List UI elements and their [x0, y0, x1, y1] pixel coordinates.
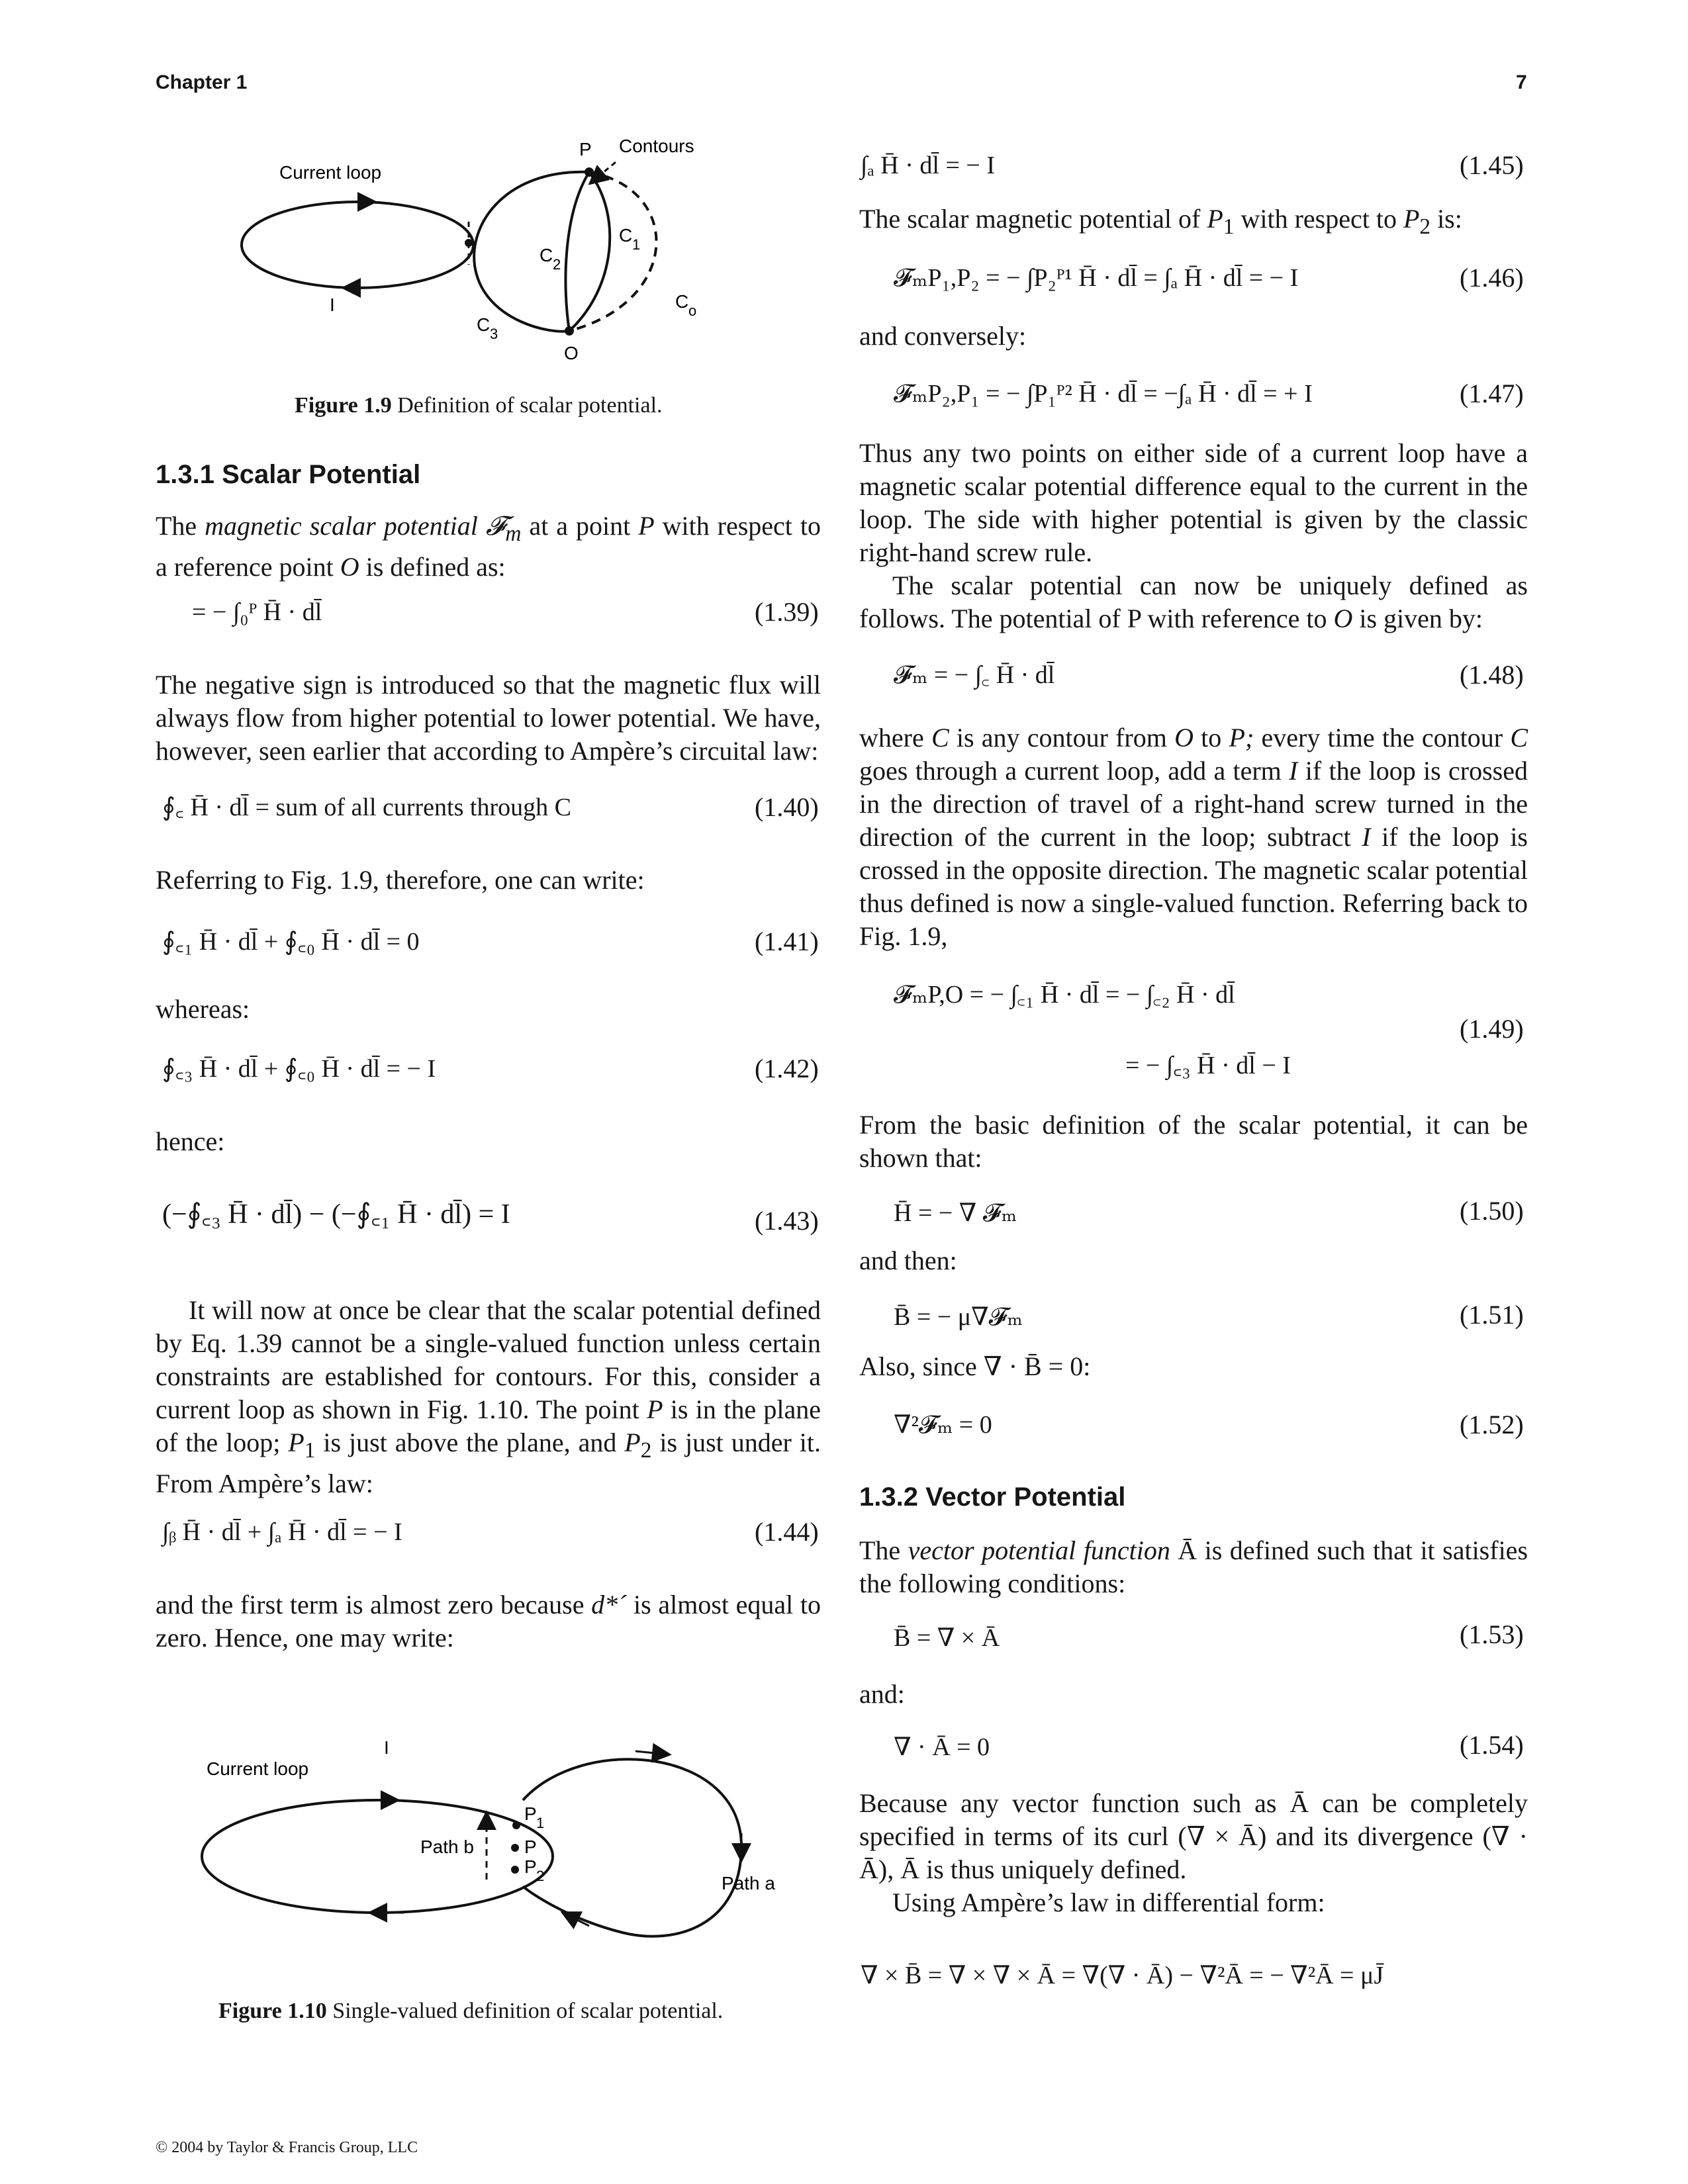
right-para-12: Using Ampère’s law in differential form:	[892, 1888, 1325, 1917]
contour-c1	[569, 172, 610, 331]
equation-1-46: 𝓕ₘP₁,P₂ = − ∫P₂ᴾ¹ H̄ · dl̄ = ∫ₐ H̄ · dl̄ = − I	[894, 264, 1299, 292]
equation-1-47: 𝓕ₘP₂,P₁ = − ∫P₁ᴾ² H̄ · dl̄ = −∫ₐ H̄ · dl̄ = + I	[894, 380, 1313, 408]
left-para-7: and the first term is almost zero because d*´ is almost equal to zero. Hence, one may write:	[156, 1590, 821, 1653]
svg-text:C: C	[675, 291, 689, 312]
right-para-7: and then:	[859, 1246, 957, 1275]
svg-text:P: P	[524, 1856, 537, 1877]
equation-1-52: ∇²𝓕ₘ = 0	[894, 1411, 992, 1439]
current-loop-ellipse	[242, 202, 473, 288]
equation-number-1-50: (1.50)	[1460, 1196, 1524, 1226]
svg-text:P: P	[524, 1837, 537, 1857]
svg-text:3: 3	[490, 326, 498, 342]
fig9-label-O: O	[564, 343, 579, 363]
equation-1-42: ∮꜀₃ H̄ · dl̄ + ∮꜀₀ H̄ · dl̄ = − I	[162, 1055, 436, 1083]
fig10-path-a	[523, 1759, 741, 1936]
fig10-label-current-loop: Current loop	[207, 1758, 309, 1779]
equation-1-41: ∮꜀₁ H̄ · dl̄ + ∮꜀₀ H̄ · dl̄ = 0	[162, 928, 420, 956]
svg-text:C: C	[619, 225, 633, 246]
right-para-8: Also, since ∇ · B̄ = 0:	[859, 1351, 1091, 1381]
right-para-1: The scalar magnetic potential of $P_1$ with respect to $P_2$ is:	[859, 204, 1462, 239]
section-heading-1-3-1: 1.3.1 Scalar Potential	[156, 460, 421, 489]
equation-number-1-42: (1.42)	[755, 1054, 819, 1083]
right-para-5: where C is any contour from O to P; every time the contour C goes through a current loop, add a term I if the loop is crossed in the direction of travel of a right-hand screw turned in the direction of the current in the loop; subtract I if the loop is crossed in the opposite direction. The magnetic scalar potential thus defined is now a single-valued function. Referring back to Fig. 1.9,	[859, 723, 1528, 951]
fig10-label-I: I	[384, 1737, 389, 1758]
equation-1-43: (−∮꜀₃ H̄ · dl̄) − (−∮꜀₁ H̄ · dl̄) = I	[162, 1199, 510, 1230]
equation-1-40: ∮꜀ H̄ · dl̄ = sum of all currents through C	[162, 794, 571, 821]
fig9-label-contours: Contours	[619, 136, 694, 156]
equation-number-1-49: (1.49)	[1460, 1014, 1524, 1044]
equation-1-45: ∫ₐ H̄ · dl̄ = − I	[861, 152, 995, 179]
equation-number-1-51: (1.51)	[1460, 1300, 1524, 1330]
figure-1-10-caption: Figure 1.10 Single-valued definition of scalar potential.	[218, 1999, 724, 2023]
contour-c2	[565, 172, 589, 331]
right-para-11: Because any vector function such as Ā can be completely specified in terms of its curl (∇ × Ā) and its divergence (∇ · Ā), Ā is thus uniquely defined.	[859, 1788, 1528, 1884]
equation-number-1-41: (1.41)	[755, 927, 819, 956]
contour-c0	[569, 172, 657, 331]
equation-number-1-54: (1.54)	[1460, 1730, 1524, 1760]
svg-text:1: 1	[536, 1815, 545, 1831]
svg-text:o: o	[688, 302, 697, 319]
page-number: 7	[1516, 71, 1527, 93]
equation-number-1-46: (1.46)	[1460, 263, 1524, 293]
left-para-4: whereas:	[156, 994, 250, 1024]
equation-1-50: H̄ = − ∇ 𝓕ₘ	[894, 1199, 1017, 1227]
equation-1-54: ∇ · Ā = 0	[894, 1733, 990, 1761]
right-para-3: Thus any two points on either side of a current loop have a magnetic scalar potential difference equal to the current in the loop. The side with higher potential is given by the classic right-hand screw rule.	[859, 438, 1528, 567]
running-header-chapter: Chapter 1	[156, 71, 248, 93]
figure-1-10-drawing	[199, 1734, 794, 1946]
equation-number-1-39: (1.39)	[755, 597, 819, 627]
figure-1-10	[199, 1734, 794, 1946]
section-heading-1-3-2: 1.3.2 Vector Potential	[859, 1482, 1126, 1512]
figure-1-9-caption: Figure 1.9 Definition of scalar potential.	[295, 393, 663, 418]
equation-1-55: ∇ × B̄ = ∇ × ∇ × Ā = ∇(∇ · Ā) − ∇²Ā = − ∇²Ā = μJ̄	[861, 1962, 1384, 1989]
fig10-label-path-b: Path b	[420, 1837, 474, 1857]
svg-text:P: P	[524, 1803, 537, 1824]
left-para-5: hence:	[156, 1126, 225, 1156]
equation-number-1-43: (1.43)	[755, 1206, 819, 1236]
equation-number-1-47: (1.47)	[1460, 379, 1524, 408]
equation-number-1-48: (1.48)	[1460, 660, 1524, 690]
svg-text:2: 2	[553, 256, 561, 273]
fig9-label-current-loop: Current loop	[279, 162, 382, 183]
fig9-label-c2: C	[539, 245, 553, 265]
fig9-label-P: P	[579, 139, 592, 159]
left-para-1: The magnetic scalar potential 𝓕$_m$ at a point P with respect to a reference point O is defined as:	[156, 511, 821, 582]
fig9-label-I: I	[330, 295, 335, 315]
left-para-6: It will now at once be clear that the scalar potential defined by Eq. 1.39 cannot be a single-valued function unless certain constraints are established for contours. For this, consider a current loop as shown in Fig. 1.10. The point P is in the plane of the loop; $P_1$ is just above the plane, and $P_2$ is just under it. From Ampère’s law:	[156, 1295, 821, 1498]
left-para-2: The negative sign is introduced so that the magnetic flux will always flow from higher potential to lower potential. We have, however, seen earlier that according to Ampère’s circuital law:	[156, 670, 821, 766]
equation-number-1-40: (1.40)	[755, 792, 819, 822]
equation-1-48: 𝓕ₘ = − ∫꜀ H̄ · dl̄	[894, 661, 1055, 689]
left-para-3: Referring to Fig. 1.9, therefore, one can write:	[156, 865, 645, 895]
equation-number-1-44: (1.44)	[755, 1517, 819, 1547]
right-para-4: The scalar potential can now be uniquely defined as follows. The potential of P with reference to O is given by:	[859, 570, 1528, 633]
right-para-6: From the basic definition of the scalar potential, it can be shown that:	[859, 1110, 1528, 1173]
svg-text:2: 2	[536, 1868, 545, 1884]
equation-number-1-52: (1.52)	[1460, 1410, 1524, 1439]
contour-c3	[474, 172, 589, 332]
figure-1-9-drawing	[218, 129, 801, 374]
equation-number-1-45: (1.45)	[1460, 150, 1524, 180]
equation-1-44: ∫ᵦ H̄ · dl̄ + ∫ₐ H̄ · dl̄ = − I	[162, 1518, 402, 1546]
equation-number-1-53: (1.53)	[1460, 1619, 1524, 1649]
equation-1-49-line-2: = − ∫꜀₃ H̄ · dl̄ − I	[1125, 1052, 1291, 1079]
right-para-2: and conversely:	[859, 321, 1027, 351]
right-para-9: The vector potential function Ā is defined such that it satisfies the following conditions:	[859, 1535, 1528, 1598]
fig10-label-path-a: Path a	[722, 1873, 775, 1893]
equation-1-39: = − ∫₀ᴾ H̄ · dl̄	[192, 598, 322, 626]
svg-text:C: C	[477, 314, 491, 335]
equation-1-49-line-1: 𝓕ₘP,O = − ∫꜀₁ H̄ · dl̄ = − ∫꜀₂ H̄ · dl̄	[894, 981, 1235, 1009]
equation-1-51: B̄ = − μ∇𝓕ₘ	[894, 1303, 1023, 1331]
fig10-current-loop	[202, 1800, 553, 1913]
svg-text:1: 1	[632, 236, 641, 253]
right-para-10: and:	[859, 1679, 905, 1709]
figure-1-9	[218, 129, 801, 374]
copyright-footer: © 2004 by Taylor & Francis Group, LLC	[156, 2139, 418, 2156]
equation-1-53: B̄ = ∇ × Ā	[894, 1624, 1000, 1652]
